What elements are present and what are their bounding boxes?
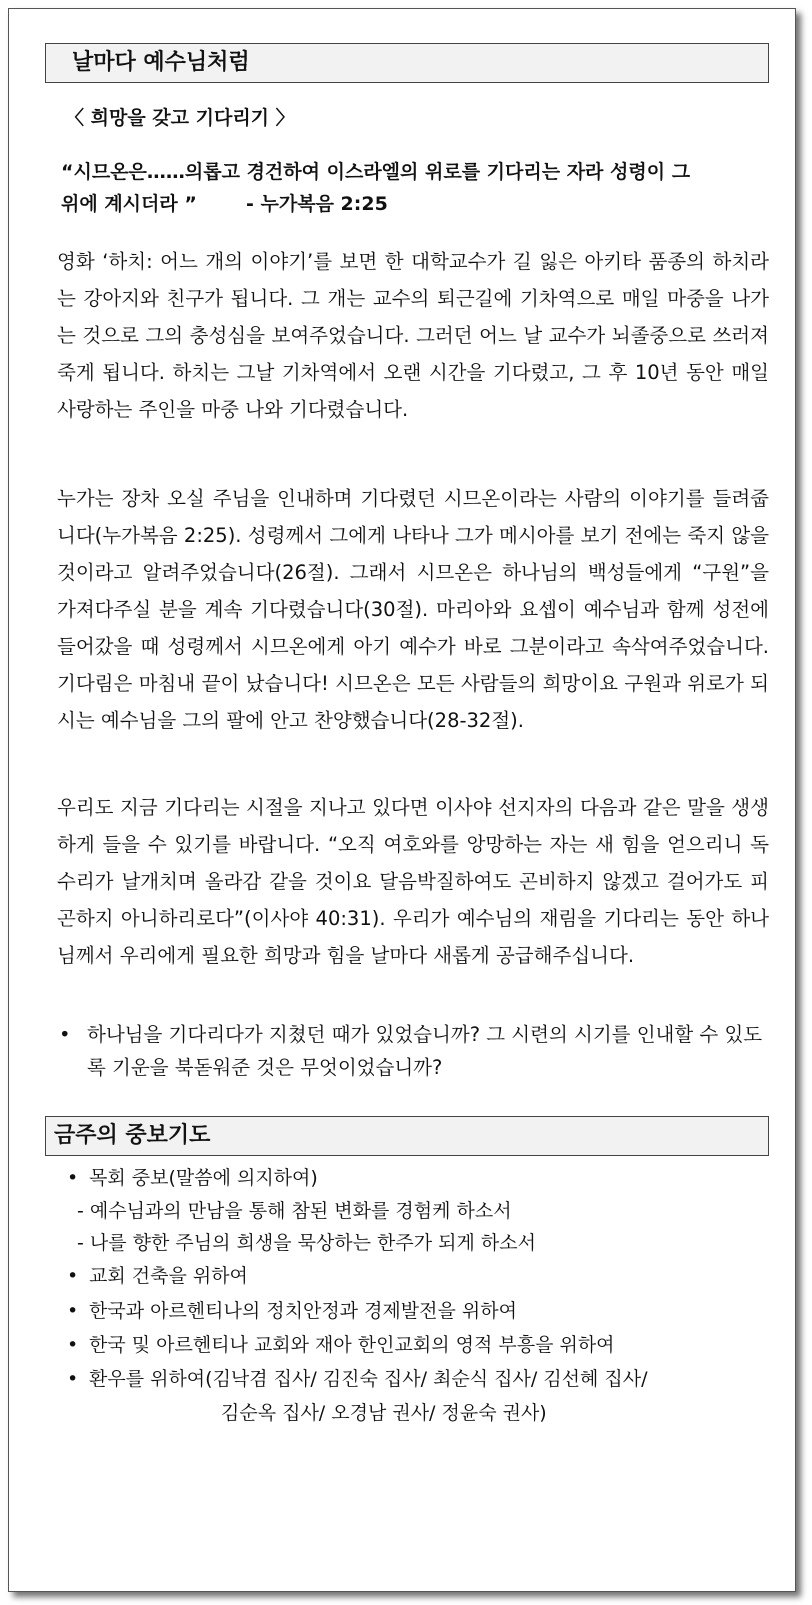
- paragraph-3: 우리도 지금 기다리는 시절을 지나고 있다면 이사야 선지자의 다음과 같은 말을 생생하게 들을 수 있기를 바랍니다. “오직 여호와를 앙망하는 자는 새 힘을 얻으리니 독수리가 날개치며 올라감 같을 것이요 달음박질하여도 곤비하지 않겠고 걸어가도 피곤하지 아니하리로다”(이사야 40:31). 우리가 예수님의 재림을 기다리는 동안 하나님께서 우리에게 필요한 희망과 힘을 날마다 새롭게 공급해주십니다.: [57, 796, 769, 967]
- prayer-item-revival: 한국 및 아르헨티나 교회와 재아 한인교회의 영적 부흥을 위하여: [89, 1334, 615, 1356]
- prayer-item-patients: 환우를 위하여(김낙겸 집사/ 김진숙 집사/ 최순식 집사/ 김선혜 집사/: [89, 1368, 648, 1390]
- bullet-icon: •: [67, 1368, 79, 1390]
- reflection-question: [59, 1018, 769, 1084]
- bullet-icon: •: [67, 1334, 79, 1356]
- section-title-daily-devotion: 날마다 예수님처럼: [45, 43, 769, 83]
- prayer-item-politics-economy: 한국과 아르헨티나의 정치안정과 경제발전을 위하여: [89, 1300, 517, 1322]
- paragraph-1: 영화 ‘하치: 어느 개의 이야기’를 보면 한 대학교수가 길 잃은 아키타 품종의 하치라는 강아지와 친구가 됩니다. 그 개는 교수의 퇴근길에 기차역으로 매일 마중을 나가는 것으로 그의 충성심을 보여주었습니다. 그러던 어느 날 교수가 뇌졸중으로 쓰러져 죽게 됩니다. 하치는 그날 기차역에서 오랜 시간을 기다렸고, 그 후 10년 동안 매일 사랑하는 주인을 마중 나와 기다렸습니다.: [57, 250, 769, 421]
- prayer-item-patients-continued: 김순옥 집사/ 오경남 권사/ 정윤숙 권사): [221, 1402, 547, 1424]
- verse-reference: - 누가복음 2:25: [246, 193, 388, 215]
- bullet-icon: •: [67, 1265, 79, 1287]
- reflection-question-text: 하나님을 기다리다가 지쳤던 때가 있었습니까? 그 시련의 시기를 인내할 수 있도록 기운을 북돋워준 것은 무엇이었습니까?: [87, 1023, 763, 1079]
- prayer-item-pastoral: 목회 중보(말씀에 의지하여): [89, 1167, 318, 1189]
- prayer-item-church-building: 교회 건축을 위하여: [89, 1265, 248, 1287]
- verse-line-2: 위에 계시더라 ”: [61, 193, 197, 215]
- verse-line-1: “시므온은……의롭고 경건하여 이스라엘의 위로를 기다리는 자라 성령이 그: [61, 161, 691, 183]
- prayer-subitem-encounter: - 예수님과의 만남을 통해 참된 변화를 경험케 하소서: [77, 1200, 512, 1222]
- bullet-icon: •: [67, 1167, 79, 1189]
- section-title-intercessory-prayer: 금주의 중보기도: [45, 1116, 769, 1156]
- bullet-icon: •: [59, 1023, 71, 1046]
- bulletin-page: [8, 8, 796, 1592]
- bullet-icon: •: [67, 1300, 79, 1322]
- paragraph-2: 누가는 장차 오실 주님을 인내하며 기다렸던 시므온이라는 사람의 이야기를 들려줍니다(누가복음 2:25). 성령께서 그에게 나타나 그가 메시아를 보기 전에는 죽지 않을 것이라고 알려주었습니다(26절). 그래서 시므온은 하나님의 백성들에게 “구원”을 가져다주실 분을 계속 기다렸습니다(30절). 마리아와 요셉이 예수님과 함께 성전에 들어갔을 때 성령께서 시므온에게 아기 예수가 바로 그분이라고 속삭여주었습니다. 기다림은 마침내 끝이 났습니다! 시므온은 모든 사람들의 희망이요 구원과 위로가 되시는 예수님을 그의 팔에 안고 찬양했습니다(28-32절).: [57, 487, 769, 732]
- prayer-subitem-sacrifice: - 나를 향한 주님의 희생을 묵상하는 한주가 되게 하소서: [77, 1232, 536, 1254]
- devotion-subtitle: 〈 희망을 갖고 기다리기 〉: [65, 107, 295, 129]
